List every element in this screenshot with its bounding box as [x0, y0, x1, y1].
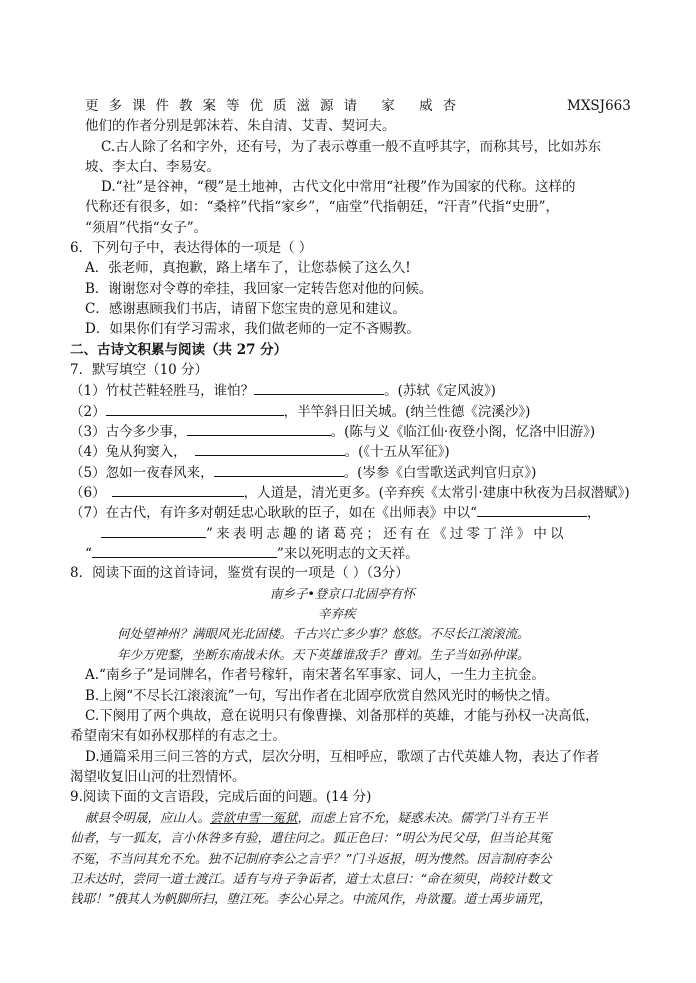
- answer-blank[interactable]: [92, 543, 277, 558]
- answer-blank[interactable]: [187, 421, 331, 436]
- passage-line: 卫未达时，尝同一道士渡江。适有与舟子争诟者，道士太息曰：“命在须臾，尚较计数文: [70, 871, 552, 886]
- comma: ，: [587, 505, 601, 521]
- fill-source: ，半竿斜日旧关城。(纳兰性德《浣溪沙》): [283, 404, 531, 420]
- q6-option-b: B．谢谢您对令尊的牵挂，我回家一定转告您对他的问候。: [85, 281, 433, 297]
- option-c-line: C.古人除了名和字外，还有号，为了表示尊重一般不直呼其字，而称其号，比如苏东: [101, 139, 602, 155]
- fill-prompt: （3）古今多少事，: [70, 424, 187, 440]
- fill-line-6: [70, 482, 630, 503]
- question-7: 7．默写填空（10 分）: [70, 362, 209, 378]
- fill-prompt: （1）竹杖芒鞋轻胜马，谁怕？: [70, 383, 255, 399]
- q8-option-c: C.下阕用了两个典故，意在说明只有像曹操、刘备那样的英雄，才能与孙权一决高低，: [85, 708, 599, 724]
- q6-option-c: C．感谢惠顾我们书店，请留下您宝贵的意见和建议。: [85, 301, 406, 317]
- fill-line-5: [70, 462, 536, 483]
- fill-prompt: （4）兔从狗窦入，: [70, 444, 187, 460]
- answer-blank[interactable]: [254, 380, 384, 395]
- underlined-sentence: 尝欲申雪一冤狱: [210, 810, 298, 825]
- fill-prompt: （5）忽如一夜春风来，: [70, 465, 214, 481]
- fill-prompt: ”来表明志趣的诸葛亮；还有在《过零丁洋》中以: [206, 526, 567, 542]
- fill-source: 。(《十五从军征》): [344, 444, 450, 460]
- fill-prompt: （2）: [70, 404, 106, 420]
- answer-blank[interactable]: [214, 462, 344, 477]
- passage-line: 钱耶！”俄其人为帆脚所扫，堕江死。李公心异之。中流风作，舟欲覆。道士禹步诵咒，: [70, 891, 552, 906]
- answer-blank[interactable]: [195, 441, 345, 456]
- answer-blank[interactable]: [106, 401, 284, 416]
- passage-line: 仙者，与一狐友，言小休咎多有验，遣往问之。狐正色曰：“明公为民父母，但当论其冤: [70, 830, 552, 845]
- option-d-line: D.“社”是谷神，“稷”是土地神，古代文化中常用“社稷”作为国家的代称。这样的: [101, 179, 576, 195]
- poem-title: 南乡子•登京口北固亭有怀: [270, 586, 415, 601]
- header-code: MXSJ663: [567, 98, 631, 114]
- fill-line-1: [70, 380, 496, 401]
- answer-blank[interactable]: [101, 523, 206, 538]
- poem-line: 年少万兜鍪，坐断东南战未休。天下英雄谁敌手？曹刘。生子当如孙仲谋。: [117, 647, 530, 662]
- text-line: “须眉”代指“女子”。: [85, 220, 208, 236]
- fill-source: 。(岑参《白雪歌送武判官归京》): [343, 465, 537, 481]
- fill-source: ”来以死明志的文天祥。: [276, 546, 419, 562]
- answer-blank[interactable]: [477, 502, 587, 517]
- passage-line: [85, 808, 548, 828]
- question-6: 6．下列句子中，表达得体的一项是（ ）: [70, 240, 313, 256]
- q8-option-b: B.上阕“不尽长江滚滚流”一句，写出作者在北固亭欣赏自然风光时的畅快之情。: [85, 688, 559, 704]
- text-line: 坡、李太白、李易安。: [85, 159, 220, 175]
- text-line: 希望南宋有如孙权那样的有志之士。: [70, 728, 286, 744]
- text-line: 渴望收复旧山河的壮烈情怀。: [70, 769, 246, 785]
- fill-line-7: [70, 502, 601, 523]
- q8-option-a: A.“南乡子”是词牌名，作者号稼轩，南宋著名军事家、词人，一生力主抗金。: [85, 667, 545, 683]
- fill-prompt: （7）在古代，有许多对朝廷忠心耿耿的臣子，如在《出师表》中以“: [70, 505, 477, 521]
- section-heading: 二、古诗文积累与阅读（共 27 分）: [70, 342, 288, 358]
- q8-option-d: D.通篇采用三问三答的方式，层次分明，互相呼应，歌颂了古代英雄人物，表达了作者: [85, 749, 600, 765]
- answer-blank[interactable]: [112, 482, 244, 497]
- poem-author: 辛弃疾: [318, 606, 356, 621]
- question-9: 9.阅读下面的文言语段，完成后面的问题。(14 分): [70, 789, 372, 805]
- fill-prompt: （6）: [70, 485, 106, 501]
- fill-line-4: [70, 441, 450, 462]
- q6-option-a: A．张老师，真抱歉，路上堵车了，让您恭候了这么久!: [85, 260, 411, 276]
- poem-line: 何处望神州？满眼风光北固楼。千古兴亡多少事？悠悠。不尽长江滚滚流。: [117, 626, 530, 641]
- q6-option-d: D．如果你们有学习需求，我们做老师的一定不吝赐教。: [85, 321, 420, 337]
- passage-text: ，而虑上官不允，疑惑未决。儒学门斗有王半: [297, 810, 548, 825]
- fill-line-2: [70, 401, 530, 422]
- quote-mark: “: [85, 546, 92, 562]
- header-watermark-text: 更多课件教案等优质滋源请 家 威杏: [85, 98, 467, 114]
- fill-source: 。(苏轼《定风波》): [384, 383, 496, 399]
- question-8: 8．阅读下面的这首诗词，鉴赏有误的一项是（ ）（3分）: [70, 565, 409, 581]
- text-line: 代称还有很多，如：“桑梓”代指“家乡”，“庙堂”代指朝廷，“汗青”代指“史册”，: [85, 199, 560, 215]
- fill-line-7-cont: [101, 523, 567, 544]
- fill-source: ，人道是，清光更多。(辛弃疾《太常引·建康中秋夜为吕叔潜赋》): [243, 485, 630, 501]
- fill-source: 。(陈与义《临江仙·夜登小阁，忆洛中旧游》): [330, 424, 596, 440]
- fill-line-3: [70, 421, 595, 442]
- fill-line-7-end: [85, 543, 419, 564]
- text-line: 他们的作者分别是郭沫若、朱自清、艾青、契诃夫。: [85, 118, 396, 134]
- passage-text: 献县令明晟，应山人。: [85, 810, 211, 825]
- passage-line: 不冤，不当问其允不允。独不记制府李公之言乎？”门斗返报，明为愯然。因言制府李公: [70, 851, 552, 866]
